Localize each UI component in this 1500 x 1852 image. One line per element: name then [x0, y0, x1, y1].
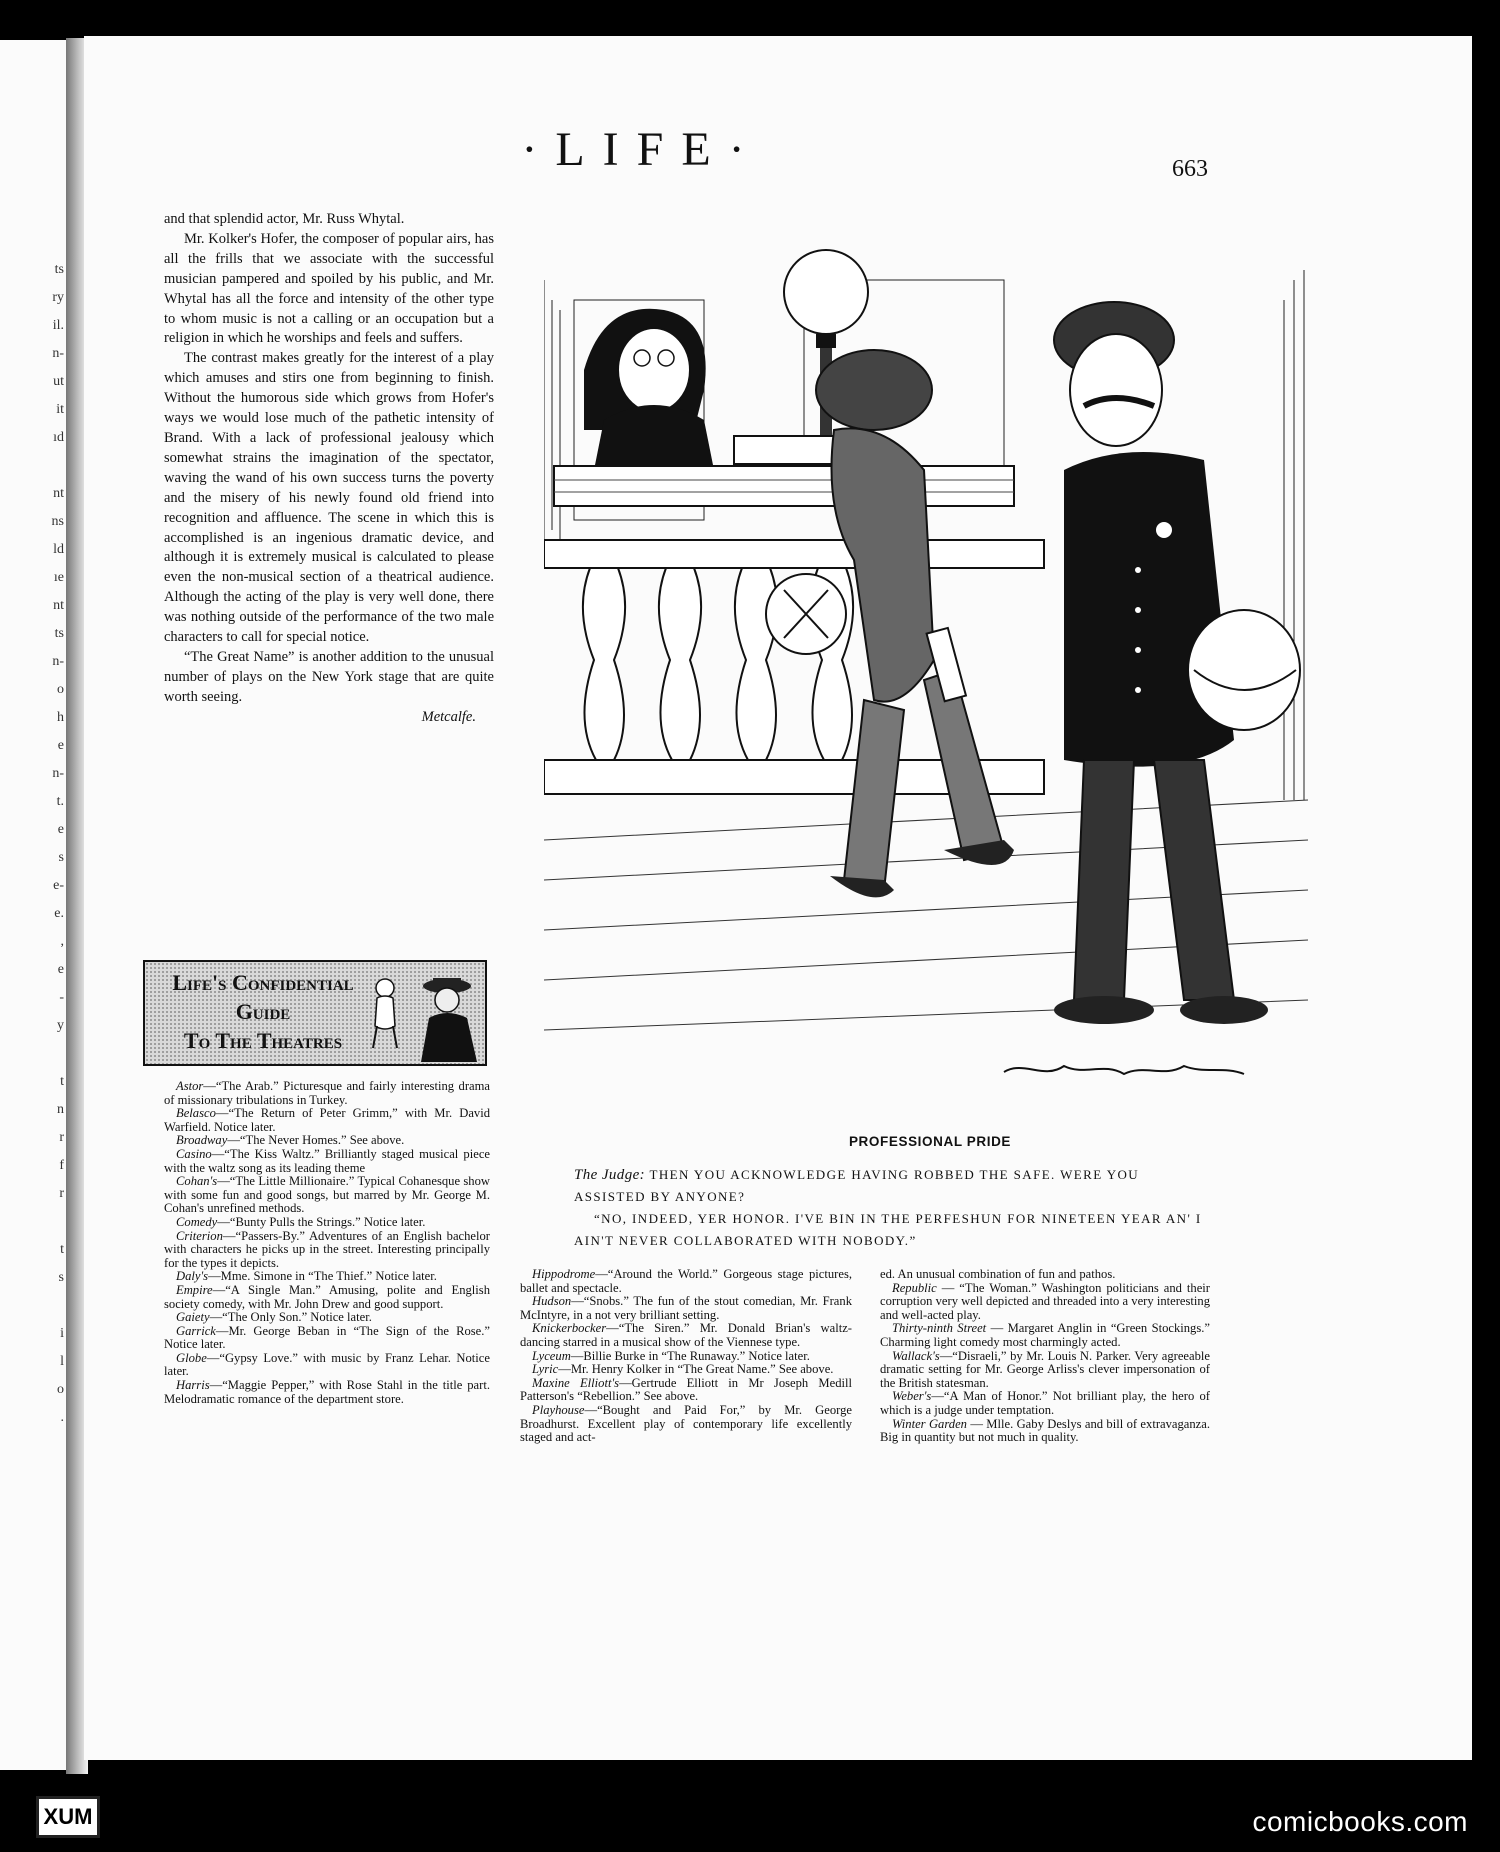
entry-text: —Gertrude Elliott in Mr Joseph Medill Patterson's “Rebellion.” See above.: [520, 1375, 852, 1404]
facing-page-text-fragment: e-: [53, 878, 64, 893]
guide-entry: [520, 1404, 852, 1445]
guide-entry: [164, 1148, 490, 1175]
facing-page-text-fragment: nt: [53, 598, 64, 613]
facing-page-text-fragment: il.: [52, 318, 64, 333]
guide-entry: [164, 1107, 490, 1134]
entry-text: —“Gypsy Love.” with music by Franz Lehar. Notice later.: [164, 1350, 490, 1379]
theatre-name: Astor: [176, 1079, 204, 1093]
theatre-name: Harris: [176, 1378, 210, 1393]
entry-text: —“Snobs.” The fun of the stout comedian, Mr. Frank McIntyre, in a not very brilliant setting.: [520, 1294, 852, 1322]
caption-judge-line: THEN YOU ACKNOWLEDGE HAVING ROBBED THE SAFE. WERE YOU ASSISTED BY ANYONE?: [574, 1167, 1140, 1204]
guide-entry: [520, 1377, 852, 1404]
guide-entry: [164, 1284, 490, 1311]
guide-continuation: ed. An unusual combination of fun and pathos.: [880, 1267, 1116, 1281]
facing-page-text-fragment: r: [59, 1186, 64, 1201]
facing-page-text-fragment: h: [57, 710, 64, 725]
entry-text: —“The Kiss Waltz.” Brilliantly staged musical piece with the waltz song as its leading theme: [164, 1146, 490, 1175]
banner-line: To The Theatres: [183, 1028, 343, 1053]
theatre-name: Weber's: [892, 1389, 932, 1404]
entry-text: —“A Man of Honor.” Not brilliant play, the hero of which is a judge under temptation.: [880, 1389, 1210, 1417]
facing-page-text-fragment: n-: [52, 766, 64, 781]
caption-prisoner-line: “NO, INDEED, YER HONOR. I'VE BIN IN THE PERFESHUN FOR NINETEEN YEAR AN' I AIN'T NEVER COLLABORATED WITH NOBODY.”: [574, 1211, 1202, 1248]
masthead: ·LIFE·: [521, 123, 763, 176]
cartoon-title: PROFESSIONAL PRIDE: [848, 1134, 1012, 1149]
source-watermark: comicbooks.com: [1252, 1806, 1468, 1837]
guide-entry: [520, 1295, 852, 1322]
courtroom-cartoon: [544, 240, 1308, 1120]
facing-page-text-fragment: nt: [53, 486, 64, 501]
guide-entry: [880, 1418, 1210, 1445]
banner-line: Guide: [235, 999, 291, 1024]
guide-entry: [880, 1390, 1210, 1417]
facing-page-text-fragment: t.: [56, 794, 64, 809]
entry-text: —“Disraeli,” by Mr. Louis N. Parker. Very agreeable dramatic setting for Mr. George Arliss's clever impersonation of the British statesman.: [880, 1348, 1210, 1390]
entry-text: —“The Arab.” Picturesque and fairly interesting drama of missionary tribulations in Turkey.: [164, 1079, 490, 1107]
guide-entry: [520, 1268, 852, 1295]
facing-page-text-fragment: l: [60, 1354, 64, 1369]
facing-page-edge: [0, 40, 72, 1770]
facing-page-text-fragment: ıe: [53, 570, 64, 585]
theatre-name: Cohan's: [176, 1174, 218, 1189]
guide-entry: [520, 1363, 852, 1377]
entry-text: —“Bought and Paid For,” by Mr. George Broadhurst. Excellent play of contemporary life excellently staged and act-: [520, 1402, 852, 1445]
entry-text: —“Around the World.” Gorgeous stage pictures, ballet and spectacle.: [520, 1267, 852, 1295]
facing-page-text-fragment: o: [57, 1382, 64, 1397]
guide-column-1: [164, 1080, 490, 1406]
guide-entry: [880, 1350, 1210, 1391]
theatre-name: Playhouse: [532, 1402, 585, 1417]
entry-text: —“Passers-By.” Adventures of an English bachelor with characters he picks up in the street. Interesting principally for the types it depicts.: [164, 1228, 490, 1270]
page-number: 663: [1172, 156, 1208, 182]
facing-page-text-fragment: ut: [53, 374, 64, 389]
theatre-name: Knickerbocker: [532, 1321, 607, 1336]
theatre-name: Gaiety: [176, 1310, 210, 1325]
theatre-name: Daly's: [176, 1269, 209, 1284]
guide-entry: [164, 1216, 490, 1230]
guide-entry: [880, 1282, 1210, 1323]
facing-page-text-fragment: ts: [54, 262, 64, 277]
theatre-name: Comedy: [176, 1214, 218, 1229]
entry-text: —Mr. Henry Kolker in “The Great Name.” See above.: [558, 1362, 834, 1377]
facing-page-text-fragment: e: [57, 822, 64, 837]
entry-text: — “The Woman.” Washington politicians and their corruption very well depicted and threaded into a very interesting and well-acted play.: [880, 1280, 1210, 1322]
theatre-name: Globe: [176, 1350, 207, 1365]
theatre-name: Wallack's: [892, 1348, 940, 1363]
theatre-name: Belasco: [176, 1106, 216, 1121]
facing-page-text-fragment: ıd: [53, 430, 64, 445]
banner-title: [153, 968, 373, 1055]
review-column: [164, 210, 494, 728]
guide-entry: [164, 1175, 490, 1216]
facing-page-text-fragment: i: [60, 1326, 64, 1341]
entry-text: —“The Return of Peter Grimm,” with Mr. David Warfield. Notice later.: [164, 1106, 490, 1134]
facing-page-text-fragment: ts: [54, 626, 64, 641]
facing-page-text-fragment: n-: [52, 346, 64, 361]
facing-page-text-fragment: t: [60, 1074, 64, 1089]
entry-text: —“The Little Millionaire.” Typical Cohanesque show with some fun and good songs, but marred by Mr. George M. Cohan's unrefined methods.: [164, 1174, 490, 1216]
theatre-name: Thirty-ninth Street: [892, 1321, 987, 1336]
guide-entry: [164, 1379, 490, 1406]
entry-text: —“The Siren.” Mr. Donald Brian's waltz-dancing starred in a musical show of the Viennese type.: [520, 1321, 852, 1349]
theatre-name: Garrick: [176, 1323, 216, 1338]
theatre-name: Lyceum: [532, 1348, 571, 1363]
facing-page-text-fragment: ns: [51, 514, 64, 529]
guide-entry: [164, 1230, 490, 1271]
facing-page-text-fragment: n: [57, 1102, 64, 1117]
facing-page-text-fragment: .: [60, 1410, 64, 1425]
theatre-name: Maxine Elliott's: [532, 1375, 620, 1390]
theatre-name: Republic: [892, 1280, 937, 1295]
guide-entry: [164, 1134, 490, 1148]
caption-speaker: The Judge:: [574, 1167, 646, 1183]
guide-entry: [880, 1322, 1210, 1349]
entry-text: — Margaret Anglin in “Green Stockings.” Charming light comedy most charmingly acted.: [880, 1321, 1210, 1349]
review-signature: Metcalfe.: [421, 708, 476, 725]
theatre-name: Casino: [176, 1146, 212, 1161]
entry-text: —“Bunty Pulls the Strings.” Notice later.: [217, 1214, 426, 1229]
theatre-name: Broadway: [176, 1133, 228, 1148]
cherub-illustration: [365, 974, 405, 1052]
entry-text: —Billie Burke in “The Runaway.” Notice later.: [570, 1348, 810, 1363]
theatre-name: Empire: [176, 1282, 213, 1297]
guide-entry: [164, 1325, 490, 1352]
facing-page-text-fragment: y: [57, 1018, 64, 1033]
review-paragraph: The contrast makes greatly for the interest of a play which amuses and stirs one from beginning to finish. Without the humorous side which grows from Hofer's ways we would lose much of the pathetic intensity of Brand. With a lack of professional jealousy which somewhat strains the imagination of the spectator, waving the wand of his own success turns the poverty and the misery of his newly found old friend into recognition and affluence. The scene in which this is accomplished is an ingenious dramatic device, and although it is extremely musical is calculated to please even the non-musical section of a theatrical audience. Although the acting of the play is very well done, there was nothing outside of the performance of the two male characters to call for special notice.: [164, 350, 494, 646]
theatre-name: Hippodrome: [532, 1267, 596, 1281]
cartoon-caption: [574, 1164, 1214, 1252]
facing-page-text-fragment: e: [57, 962, 64, 977]
guide-column-3: [880, 1268, 1210, 1445]
facing-page-text-fragment: o: [57, 682, 64, 697]
guide-entry: [164, 1311, 490, 1325]
facing-page-text-fragment: -: [59, 990, 64, 1005]
facing-page-text-fragment: ld: [53, 542, 64, 557]
entry-text: —“A Single Man.” Amusing, polite and English society comedy, with Mr. John Drew and good support.: [164, 1282, 490, 1311]
facing-page-text-fragment: ry: [52, 290, 64, 305]
banner-line: Life's Confidential: [172, 970, 354, 995]
review-paragraph: “The Great Name” is another addition to the unusual number of plays on the New York stage that are quite worth seeing.: [164, 648, 494, 705]
entry-text: —Mme. Simone in “The Thief.” Notice later.: [208, 1269, 437, 1284]
guide-entry: [164, 1352, 490, 1379]
facing-page-text-fragment: r: [59, 1130, 64, 1145]
facing-page-text-fragment: s: [58, 850, 64, 865]
facing-page-text-fragment: t: [60, 1242, 64, 1257]
facing-page-text-fragment: it: [56, 402, 64, 417]
scan-tag: XUM: [36, 1796, 100, 1838]
facing-page-text-fragment: n-: [52, 654, 64, 669]
guide-entry: [520, 1350, 852, 1364]
entry-text: —“Maggie Pepper,” with Rose Stahl in the title part. Melodramatic romance of the department store.: [164, 1378, 490, 1406]
entry-text: —“The Only Son.” Notice later.: [209, 1310, 372, 1325]
confidential-guide-banner: [143, 960, 487, 1066]
facing-page-text-fragment: e: [57, 738, 64, 753]
theatre-name: Hudson: [532, 1294, 572, 1309]
guide-entry: [164, 1270, 490, 1284]
theatre-name: Winter Garden: [892, 1416, 967, 1431]
guide-entry: [164, 1080, 490, 1107]
cartoon-caption-line-1: [574, 1164, 1214, 1208]
entry-text: — Mlle. Gaby Deslys and bill of extravaganza. Big in quantity but not much in quality.: [880, 1416, 1211, 1445]
guide-entry: [520, 1322, 852, 1349]
theatre-name: Lyric: [532, 1362, 559, 1377]
review-paragraph: and that splendid actor, Mr. Russ Whytal.: [164, 211, 405, 227]
entry-text: —“The Never Homes.” See above.: [227, 1133, 405, 1148]
facing-page-text-fragment: f: [59, 1158, 64, 1173]
facing-page-text-fragment: s: [58, 1270, 64, 1285]
facing-page-text-fragment: ,: [60, 934, 64, 949]
entry-text: —Mr. George Beban in “The Sign of the Rose.” Notice later.: [164, 1323, 490, 1352]
facing-page-text-fragment: e.: [54, 906, 64, 921]
theatre-name: Criterion: [176, 1228, 223, 1243]
theatregoer-illustration: [407, 974, 479, 1062]
guide-column-2: [520, 1268, 852, 1445]
review-paragraph: Mr. Kolker's Hofer, the composer of popular airs, has all the frills that we associate with the successful musician pampered and spoiled by his public, and Mr. Whytal has all the force and intensity of the other type to whom music is not a calling or an occupation but a religion in which he worships and feels and suffers.: [164, 230, 494, 347]
